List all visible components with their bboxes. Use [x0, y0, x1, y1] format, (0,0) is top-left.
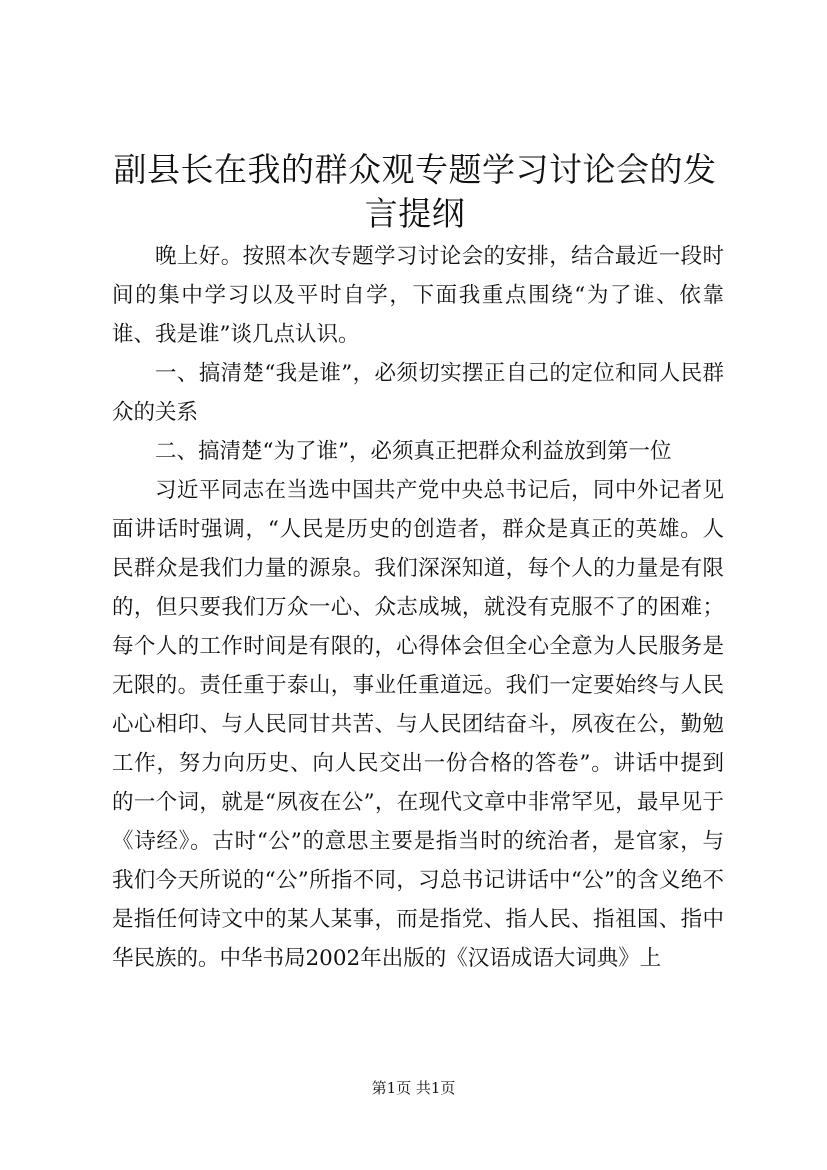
paragraph-greeting: 晚上好。按照本次专题学习讨论会的安排，结合最近一段时间的集中学习以及平时自学，下面我重点围绕“为了谁、依靠谁、我是谁”谈几点认识。	[112, 244, 724, 347]
paragraph-body: 习近平同志在当选中国共产党中央总书记后，同中外记者见面讲话时强调，“人民是历史的创造者，群众是真正的英雄。人民群众是我们力量的源泉。我们深深知道，每个人的力量是有限的，但只要我们万众一心、众志成城，就没有克服不了的困难；每个人的工作时间是有限的，心得体会但全心全意为人民服务是无限的。责任重于泰山，事业任重道远。我们一定要始终与人民心心相印、与人民同甘共苦、与人民团结奋斗，夙夜在公，勤勉工作，努力向历史、向人民交出一份合格的答卷”。讲话中提到的一个词，就是“夙夜在公”，在现代文章中非常罕见，最早见于《诗经》。古时“公”的意思主要是指当时的统治者，是官家，与我们今天所说的“公”所指不同，习总书记讲话中“公”的含义绝不是指任何诗文中的某人某事，而是指党、指人民、指祖国、指中华民族的。中华书局2002年出版的《汉语成语大词典》上	[112, 478, 724, 971]
paragraph-heading-two: 二、搞清楚“为了谁”，必须真正把群众利益放到第一位	[155, 439, 672, 464]
document-body	[112, 237, 724, 978]
document-title: 副县长在我的群众观专题学习讨论会的发言提纲	[113, 150, 717, 233]
paragraph-heading-one: 一、搞清楚“我是谁”，必须切实摆正自己的定位和同人民群众的关系	[112, 361, 724, 425]
page-footer: 第1页 共1页	[371, 1079, 456, 1097]
